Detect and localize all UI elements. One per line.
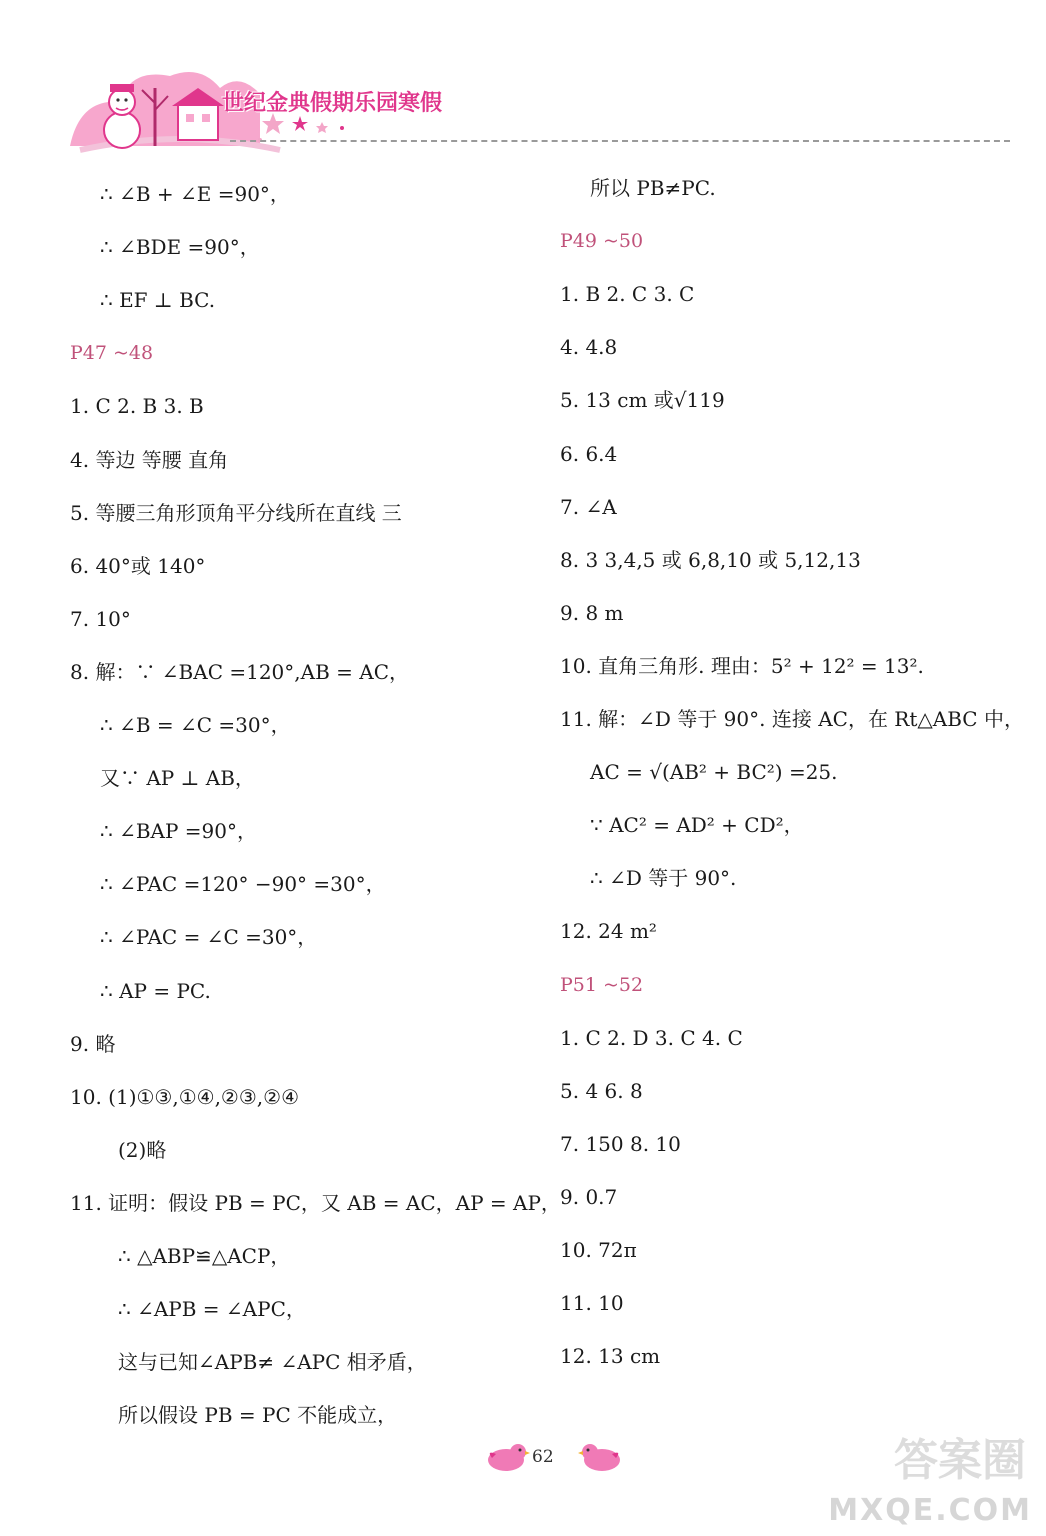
answer-line: 6. 6.4 — [560, 441, 618, 466]
answer-line: AC = √(AB² + BC²) =25. — [590, 760, 838, 785]
header-divider — [230, 140, 1010, 142]
answer-line: 又∵ AP ⊥ AB， — [100, 766, 255, 791]
banner-title: 世纪金典假期乐园寒假 — [222, 91, 443, 116]
answer-line: 1. B 2. C 3. C — [560, 282, 695, 307]
answer-line: 这与已知∠APB≠ ∠APC 相矛盾， — [118, 1350, 427, 1375]
answer-line: 9. 略 — [70, 1031, 116, 1056]
answer-line: 6. 40°或 140° — [70, 553, 206, 578]
page-number: 62 — [532, 1447, 554, 1467]
answer-line: ∴ ∠D 等于 90°. — [590, 866, 737, 891]
answer-line: 7. 10° — [70, 606, 131, 631]
answer-line: 9. 0.7 — [560, 1184, 618, 1209]
left-bird-icon — [484, 1440, 530, 1474]
page-header — [0, 0, 1046, 170]
section-heading: P51 ~52 — [560, 973, 644, 996]
answer-line: 11. 解：∠D 等于 90°. 连接 AC，在 Rt△ABC 中， — [560, 707, 1024, 731]
answer-line: ∴ △ABP≌△ACP， — [118, 1244, 291, 1268]
answer-line: 11. 10 — [560, 1291, 624, 1316]
answer-line: ∴ EF ⊥ BC. — [100, 288, 216, 313]
answer-line: ∴ AP = PC. — [100, 978, 211, 1003]
answer-line: 4. 等边 等腰 直角 — [70, 447, 229, 472]
answer-line: ∴ ∠PAC =120° −90° =30°， — [100, 872, 386, 897]
answer-line: 所以假设 PB = PC 不能成立， — [118, 1403, 398, 1428]
answer-line: 1. C 2. D 3. C 4. C — [560, 1025, 743, 1050]
answer-line: 12. 24 m² — [560, 919, 657, 944]
answer-line: 11. 证明：假设 PB = PC，又 AB = AC，AP = AP， — [70, 1190, 561, 1215]
answer-line: 12. 13 cm — [560, 1344, 661, 1369]
answer-line: 5. 4 6. 8 — [560, 1078, 643, 1103]
watermark-url: MXQE.COM — [828, 1493, 1032, 1528]
answer-line: ∴ ∠PAC = ∠C =30°， — [100, 925, 318, 950]
watermark-logo: 答案圈 — [894, 1435, 1026, 1486]
answer-line: 8. 解：∵ ∠BAC =120°,AB = AC， — [70, 659, 410, 684]
answer-line: ∴ ∠BDE =90°， — [100, 235, 260, 260]
answer-line: ∴ ∠APB = ∠APC， — [118, 1297, 306, 1322]
answer-line: 1. C 2. B 3. B — [70, 394, 204, 419]
answer-line: 9. 8 m — [560, 600, 624, 625]
answer-line: 10. 直角三角形. 理由：5² + 12² = 13². — [560, 653, 924, 678]
answer-line: (2)略 — [118, 1137, 167, 1162]
answer-line: 7. 150 8. 10 — [560, 1131, 681, 1156]
answer-line: 5. 13 cm 或√119 — [560, 388, 725, 413]
answer-line: 5. 等腰三角形顶角平分线所在直线 三 — [70, 500, 402, 525]
answer-line: 10. 72π — [560, 1238, 637, 1262]
answer-line: ∴ ∠B + ∠E =90°， — [100, 182, 290, 206]
section-heading: P47 ~48 — [70, 342, 154, 365]
answer-line: ∴ ∠BAP =90°， — [100, 819, 258, 844]
section-heading: P49 ~50 — [560, 230, 644, 253]
answer-line: ∵ AC² = AD² + CD²， — [590, 813, 804, 838]
answer-line: 10. (1)①③,①④,②③,②④ — [70, 1084, 300, 1109]
answer-line: 所以 PB≠PC. — [590, 176, 716, 200]
answer-line: 7. ∠A — [560, 494, 617, 519]
answer-line: ∴ ∠B = ∠C =30°， — [100, 713, 291, 737]
answer-line: 4. 4.8 — [560, 335, 618, 360]
right-bird-icon — [578, 1440, 624, 1474]
answer-line: 8. 3 3,4,5 或 6,8,10 或 5,12,13 — [560, 547, 861, 572]
